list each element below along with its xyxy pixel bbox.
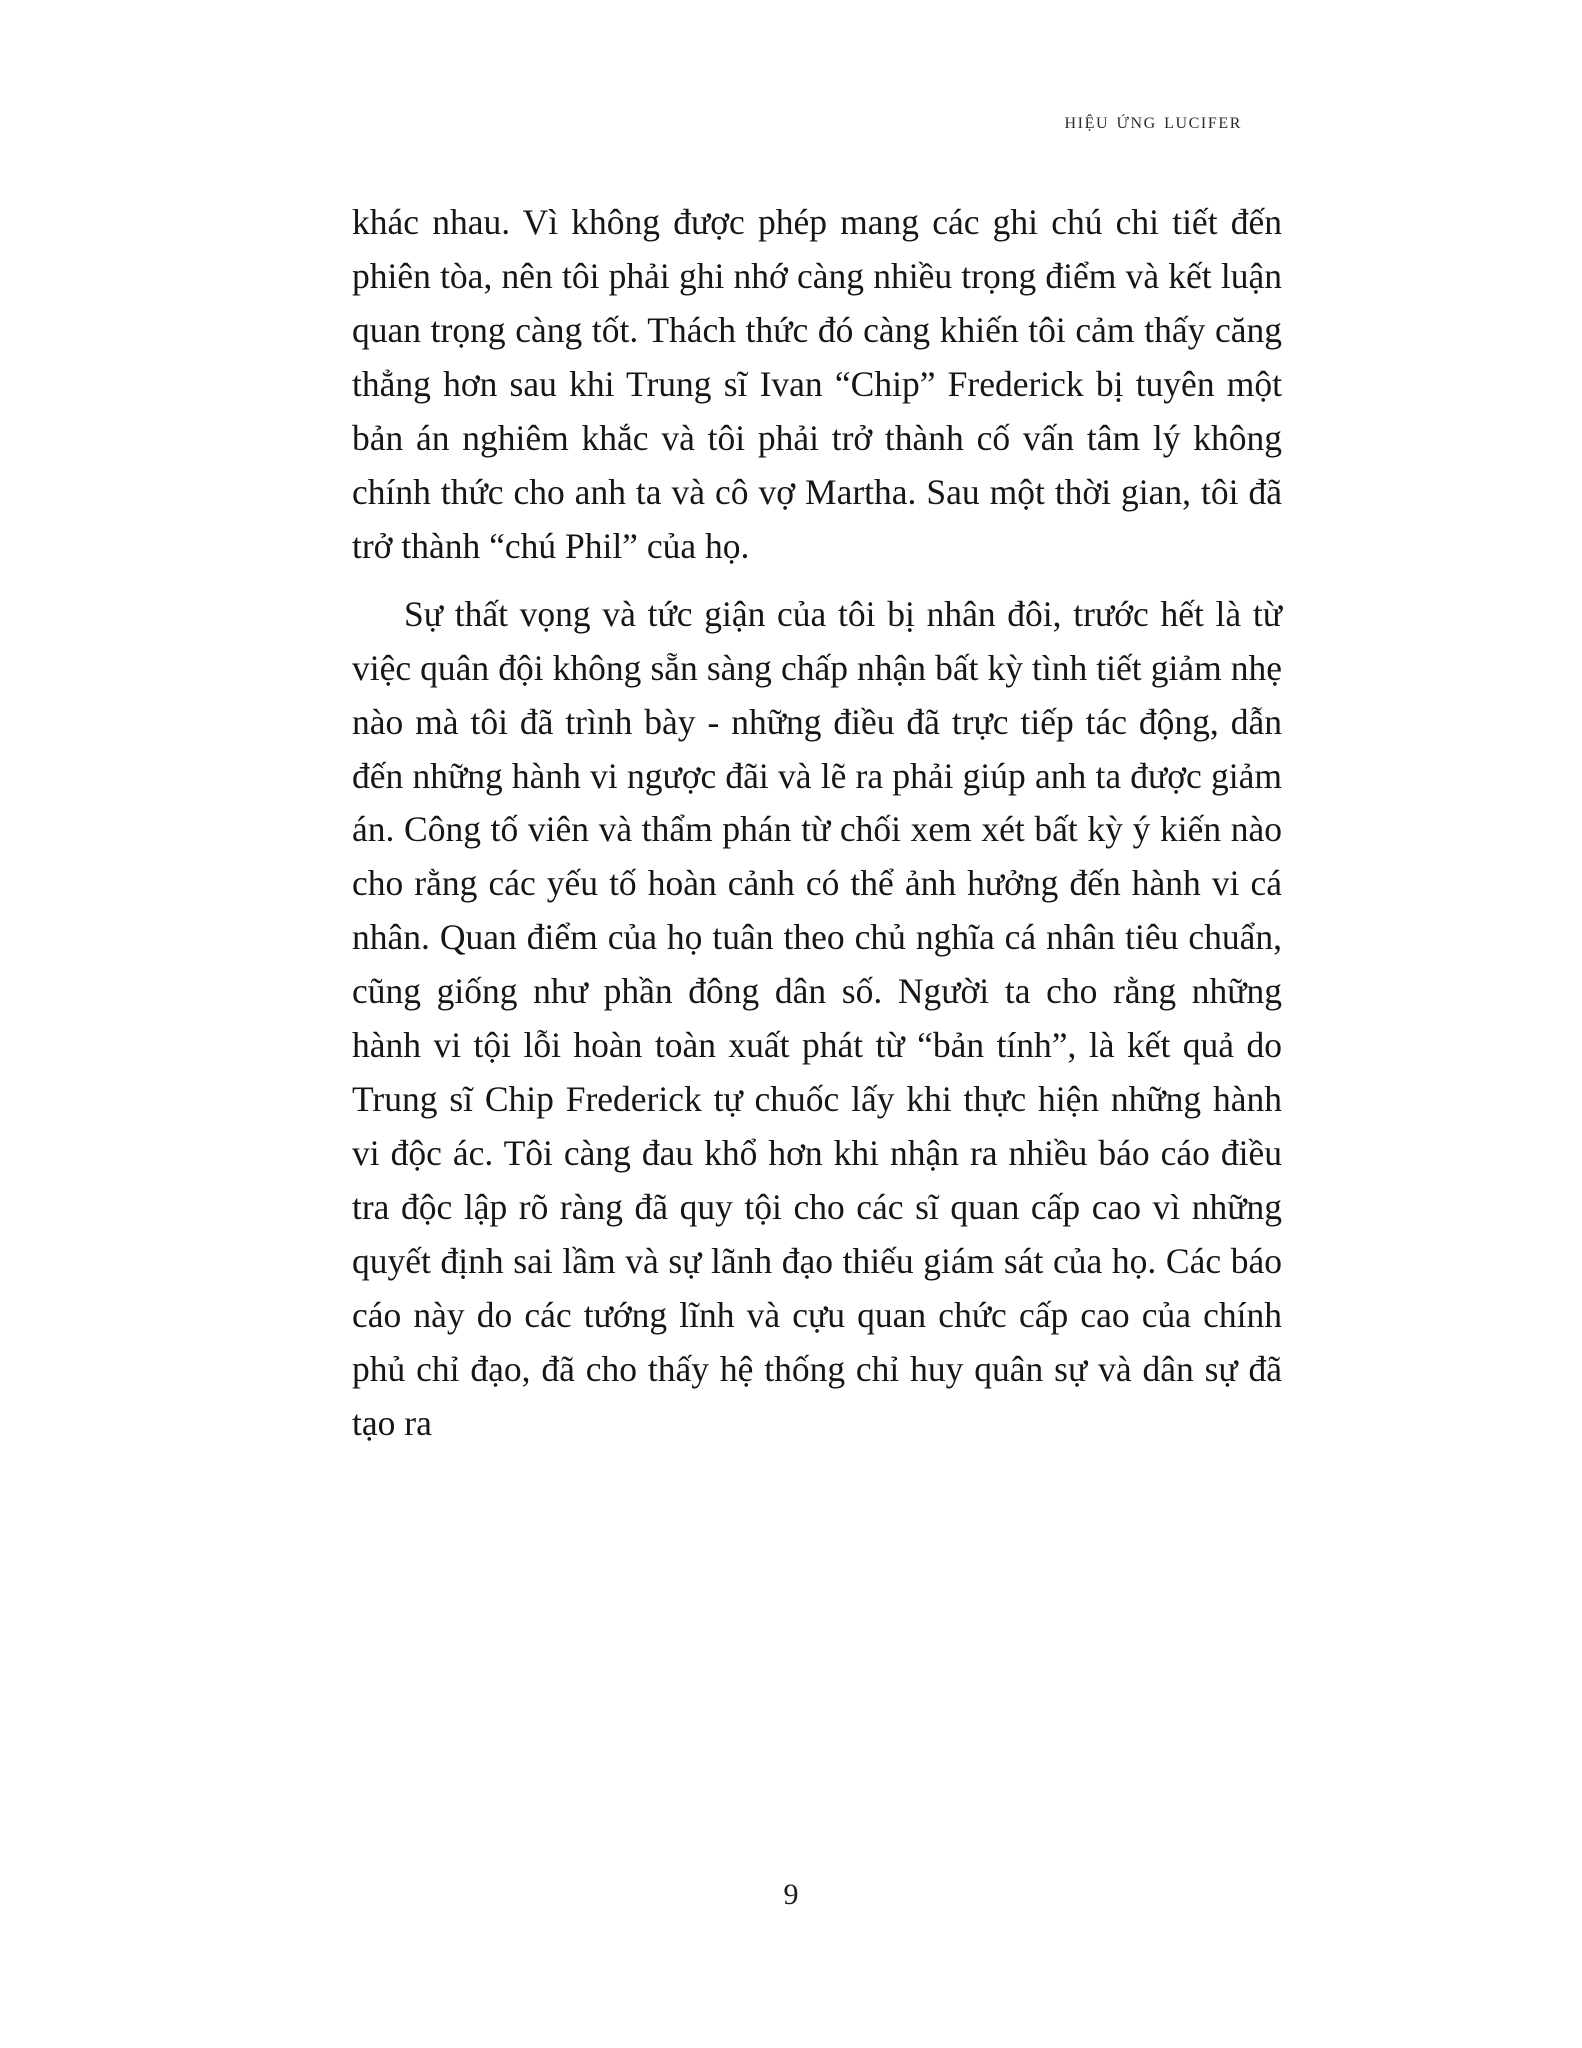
- body-text-column: [352, 196, 1282, 1451]
- paragraph-1: khác nhau. Vì không được phép mang các ghi chú chi tiết đến phiên tòa, nên tôi phải ghi nhớ càng nhiều trọng điểm và kết luận quan trọng càng tốt. Thách thức đó càng khiến tôi cảm thấy căng thẳng hơn sau khi Trung sĩ Ivan “Chip” Frederick bị tuyên một bản án nghiêm khắc và tôi phải trở thành cố vấn tâm lý không chính thức cho anh ta và cô vợ Martha. Sau một thời gian, tôi đã trở thành “chú Phil” của họ.: [352, 202, 1282, 566]
- running-head-text: hiệu ứng lucifer: [1064, 108, 1242, 133]
- paragraph-2: Sự thất vọng và tức giận của tôi bị nhân đôi, trước hết là từ việc quân đội không sẵn sàng chấp nhận bất kỳ tình tiết giảm nhẹ nào mà tôi đã trình bày - những điều đã trực tiếp tác động, dẫn đến những hành vi ngược đãi và lẽ ra phải giúp anh ta được giảm án. Công tố viên và thẩm phán từ chối xem xét bất kỳ ý kiến nào cho rằng các yếu tố hoàn cảnh có thể ảnh hưởng đến hành vi cá nhân. Quan điểm của họ tuân theo chủ nghĩa cá nhân tiêu chuẩn, cũng giống như phần đông dân số. Người ta cho rằng những hành vi tội lỗi hoàn toàn xuất phát từ “bản tính”, là kết quả do Trung sĩ Chip Frederick tự chuốc lấy khi thực hiện những hành vi độc ác. Tôi càng đau khổ hơn khi nhận ra nhiều báo cáo điều tra độc lập rõ ràng đã quy tội cho các sĩ quan cấp cao vì những quyết định sai lầm và sự lãnh đạo thiếu giám sát của họ. Các báo cáo này do các tướng lĩnh và cựu quan chức cấp cao của chính phủ chỉ đạo, đã cho thấy hệ thống chỉ huy quân sự và dân sự đã tạo ra: [352, 593, 1282, 1443]
- page-number: 9: [783, 1878, 799, 1911]
- running-head: [0, 108, 1582, 134]
